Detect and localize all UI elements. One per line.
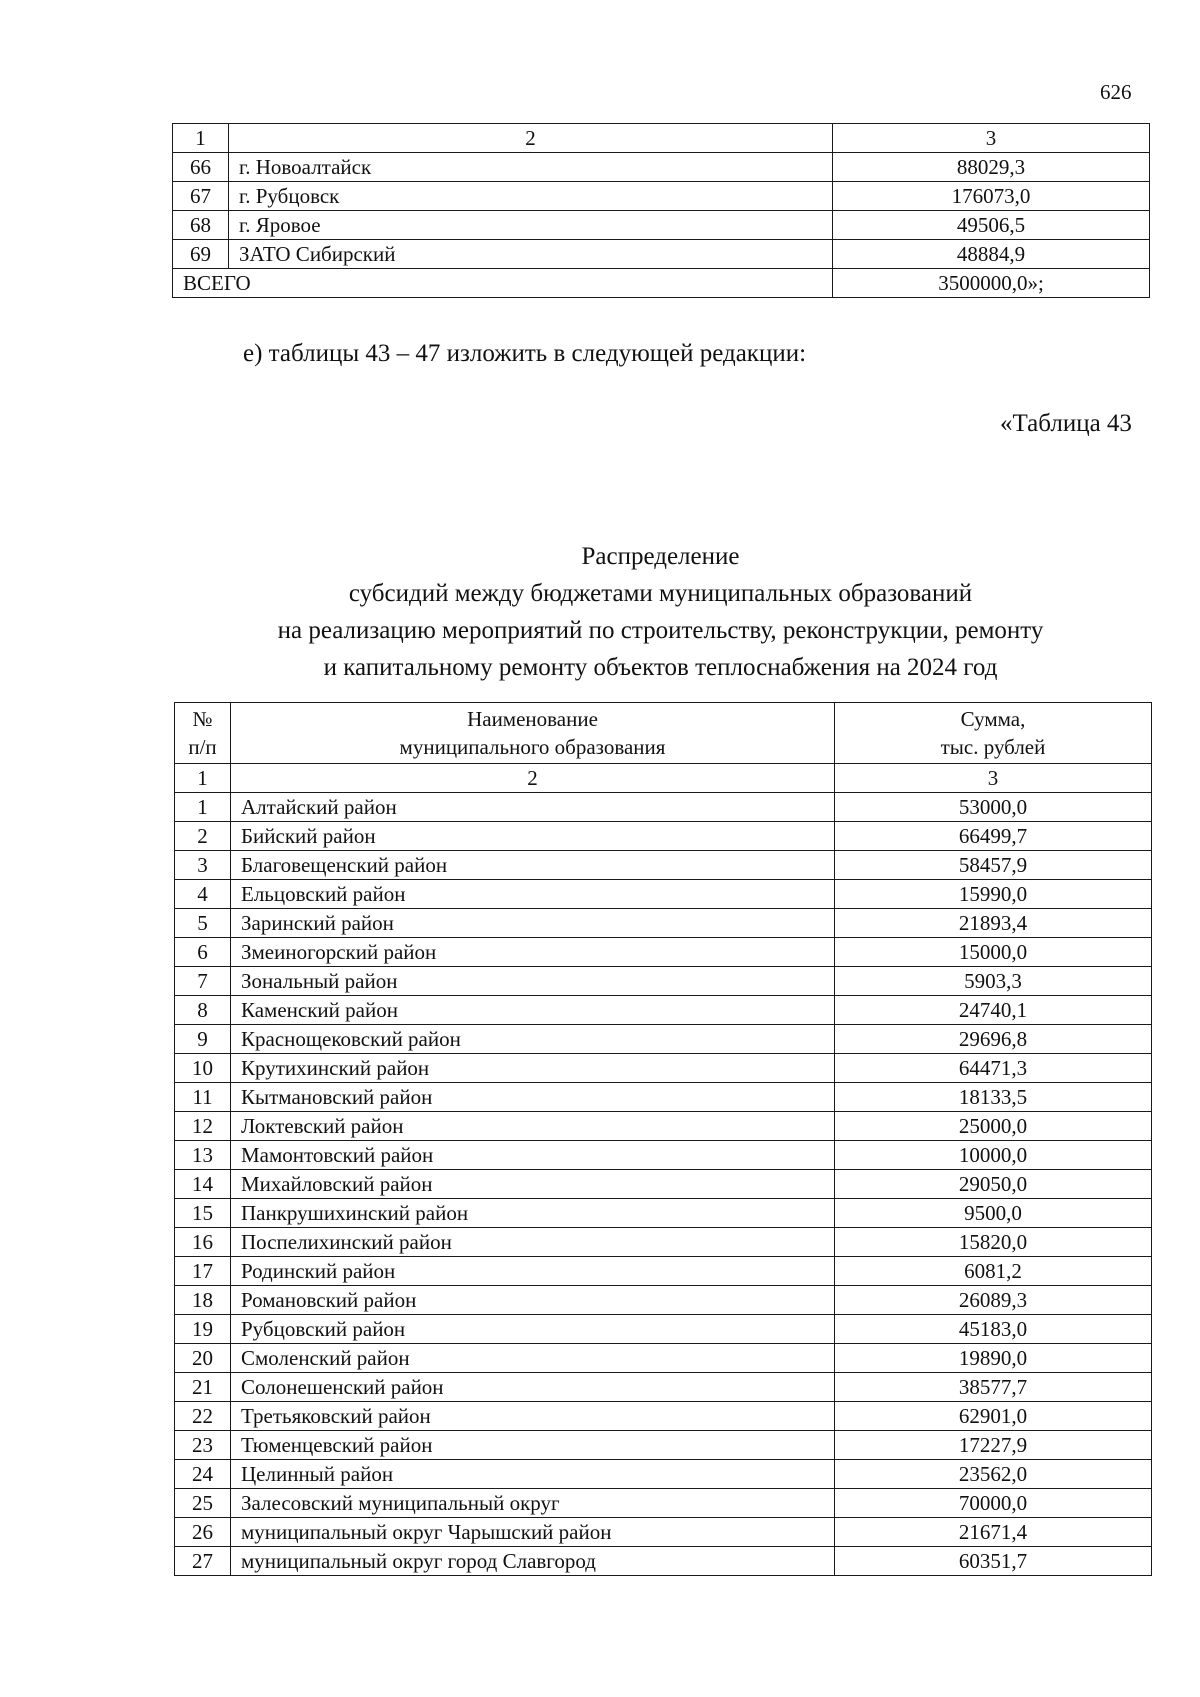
row-number: 66 (173, 153, 229, 182)
row-number: 11 (175, 1083, 231, 1112)
row-number: 16 (175, 1228, 231, 1257)
row-number: 17 (175, 1257, 231, 1286)
municipality-name: Михайловский район (231, 1170, 835, 1199)
index-cell: 3 (833, 124, 1150, 153)
municipality-name: Тюменцевский район (231, 1431, 835, 1460)
row-number: 23 (175, 1431, 231, 1460)
amount-value: 38577,7 (835, 1373, 1152, 1402)
header-number-line-2: п/п (188, 735, 217, 759)
amount-value: 21893,4 (835, 909, 1152, 938)
table-row (175, 822, 1152, 851)
municipality-name: Зональный район (231, 967, 835, 996)
amount-value: 88029,3 (833, 153, 1150, 182)
amount-value: 19890,0 (835, 1344, 1152, 1373)
total-row (173, 269, 1150, 298)
row-number: 13 (175, 1141, 231, 1170)
row-number: 22 (175, 1402, 231, 1431)
row-number: 20 (175, 1344, 231, 1373)
row-number: 24 (175, 1460, 231, 1489)
index-cell: 2 (231, 764, 835, 793)
municipality-name: муниципальный округ город Славгород (231, 1547, 835, 1576)
header-number-line-1: № (192, 707, 213, 731)
amount-value: 58457,9 (835, 851, 1152, 880)
header-name (231, 703, 835, 764)
municipality-name: Смоленский район (231, 1344, 835, 1373)
municipality-name: Бийский район (231, 822, 835, 851)
table-row (175, 1489, 1152, 1518)
municipality-name: Кытмановский район (231, 1083, 835, 1112)
table-row (175, 1228, 1152, 1257)
municipality-name: Целинный район (231, 1460, 835, 1489)
row-number: 10 (175, 1054, 231, 1083)
municipality-name: Романовский район (231, 1286, 835, 1315)
page-number: 626 (1100, 80, 1132, 104)
header-number (175, 703, 231, 764)
table-row (173, 211, 1150, 240)
municipality-name: Заринский район (231, 909, 835, 938)
table-row (175, 1518, 1152, 1547)
amount-value: 53000,0 (835, 793, 1152, 822)
subsidy-distribution-table (174, 702, 1152, 1576)
title-line-1: Распределение (581, 543, 740, 570)
amount-value: 23562,0 (835, 1460, 1152, 1489)
row-number: 68 (173, 211, 229, 240)
amount-value: 45183,0 (835, 1315, 1152, 1344)
table-row (173, 240, 1150, 269)
row-number: 14 (175, 1170, 231, 1199)
header-amount-line-2: тыс. рублей (940, 735, 1046, 759)
amount-value: 10000,0 (835, 1141, 1152, 1170)
title-line-4: и капитальному ремонту объектов теплоснабжения на 2024 год (323, 654, 998, 681)
municipality-name: Локтевский район (231, 1112, 835, 1141)
amount-value: 26089,3 (835, 1286, 1152, 1315)
table-label: «Таблица 43 (1000, 410, 1132, 437)
header-amount (835, 703, 1152, 764)
table-index-row (175, 764, 1152, 793)
municipality-name: г. Новоалтайск (229, 153, 833, 182)
document-title (172, 538, 1149, 686)
row-number: 69 (173, 240, 229, 269)
title-line-3: на реализацию мероприятий по строительству, реконструкции, ремонту (277, 617, 1044, 644)
amount-value: 64471,3 (835, 1054, 1152, 1083)
amount-value: 29696,8 (835, 1025, 1152, 1054)
row-number: 12 (175, 1112, 231, 1141)
index-cell: 1 (175, 764, 231, 793)
table-row (175, 1054, 1152, 1083)
table-row (175, 1170, 1152, 1199)
amount-value: 48884,9 (833, 240, 1150, 269)
amount-value: 25000,0 (835, 1112, 1152, 1141)
row-number: 25 (175, 1489, 231, 1518)
amount-value: 70000,0 (835, 1489, 1152, 1518)
row-number: 3 (175, 851, 231, 880)
amount-value: 15990,0 (835, 880, 1152, 909)
amount-value: 49506,5 (833, 211, 1150, 240)
row-number: 15 (175, 1199, 231, 1228)
amount-value: 21671,4 (835, 1518, 1152, 1547)
table-row (175, 1141, 1152, 1170)
row-number: 2 (175, 822, 231, 851)
table-row (175, 1315, 1152, 1344)
municipality-name: Крутихинский район (231, 1054, 835, 1083)
municipality-name: Залесовский муниципальный округ (231, 1489, 835, 1518)
table-row (175, 851, 1152, 880)
amount-value: 62901,0 (835, 1402, 1152, 1431)
row-number: 27 (175, 1547, 231, 1576)
row-number: 5 (175, 909, 231, 938)
row-number: 6 (175, 938, 231, 967)
table-row (175, 1547, 1152, 1576)
table-row (173, 153, 1150, 182)
municipality-name: Алтайский район (231, 793, 835, 822)
table-row (175, 1083, 1152, 1112)
municipality-name: Благовещенский район (231, 851, 835, 880)
amount-value: 9500,0 (835, 1199, 1152, 1228)
amount-value: 29050,0 (835, 1170, 1152, 1199)
table-row (175, 1431, 1152, 1460)
row-number: 1 (175, 793, 231, 822)
row-number: 4 (175, 880, 231, 909)
amount-value: 24740,1 (835, 996, 1152, 1025)
total-amount: 3500000,0»; (833, 269, 1150, 298)
index-cell: 1 (173, 124, 229, 153)
table-row (175, 996, 1152, 1025)
amount-value: 5903,3 (835, 967, 1152, 996)
municipality-name: ЗАТО Сибирский (229, 240, 833, 269)
municipality-name: г. Рубцовск (229, 182, 833, 211)
municipality-name: Ельцовский район (231, 880, 835, 909)
municipality-name: Змеиногорский район (231, 938, 835, 967)
instruction-text: е) таблицы 43 – 47 изложить в следующей редакции: (243, 340, 807, 367)
row-number: 7 (175, 967, 231, 996)
amount-value: 6081,2 (835, 1257, 1152, 1286)
municipality-name: Третьяковский район (231, 1402, 835, 1431)
table-row (175, 793, 1152, 822)
row-number: 21 (175, 1373, 231, 1402)
amount-value: 17227,9 (835, 1431, 1152, 1460)
row-number: 8 (175, 996, 231, 1025)
row-number: 19 (175, 1315, 231, 1344)
table-row (175, 909, 1152, 938)
amount-value: 15000,0 (835, 938, 1152, 967)
table-row (175, 1402, 1152, 1431)
title-line-2: субсидий между бюджетами муниципальных образований (348, 580, 973, 607)
municipality-name: Поспелихинский район (231, 1228, 835, 1257)
amount-value: 15820,0 (835, 1228, 1152, 1257)
table-row (175, 1257, 1152, 1286)
header-amount-line-1: Сумма, (960, 707, 1026, 731)
amount-value: 18133,5 (835, 1083, 1152, 1112)
municipality-name: г. Яровое (229, 211, 833, 240)
table-row (175, 1460, 1152, 1489)
municipality-name: Каменский район (231, 996, 835, 1025)
amount-value: 66499,7 (835, 822, 1152, 851)
table-row (175, 1344, 1152, 1373)
municipality-name: Рубцовский район (231, 1315, 835, 1344)
table-row (173, 182, 1150, 211)
municipality-name: Краснощековский район (231, 1025, 835, 1054)
table-row (175, 1025, 1152, 1054)
table-row (175, 1286, 1152, 1315)
table-body (175, 793, 1152, 1576)
row-number: 26 (175, 1518, 231, 1547)
municipality-name: Панкрушихинский район (231, 1199, 835, 1228)
table-row (175, 1112, 1152, 1141)
total-label: ВСЕГО (173, 269, 833, 298)
table-row (175, 1373, 1152, 1402)
municipality-name: Родинский район (231, 1257, 835, 1286)
row-number: 67 (173, 182, 229, 211)
table-row (175, 880, 1152, 909)
row-number: 9 (175, 1025, 231, 1054)
header-name-line-2: муниципального образования (399, 735, 666, 759)
table-header-row (175, 703, 1152, 764)
municipality-name: муниципальный округ Чарышский район (231, 1518, 835, 1547)
table-row (175, 938, 1152, 967)
row-number: 18 (175, 1286, 231, 1315)
continued-table (172, 123, 1150, 298)
amount-value: 176073,0 (833, 182, 1150, 211)
header-name-line-1: Наименование (467, 707, 598, 731)
index-cell: 2 (229, 124, 833, 153)
municipality-name: Солонешенский район (231, 1373, 835, 1402)
index-cell: 3 (835, 764, 1152, 793)
municipality-name: Мамонтовский район (231, 1141, 835, 1170)
table-index-row (173, 124, 1150, 153)
amount-value: 60351,7 (835, 1547, 1152, 1576)
table-row (175, 967, 1152, 996)
table-row (175, 1199, 1152, 1228)
